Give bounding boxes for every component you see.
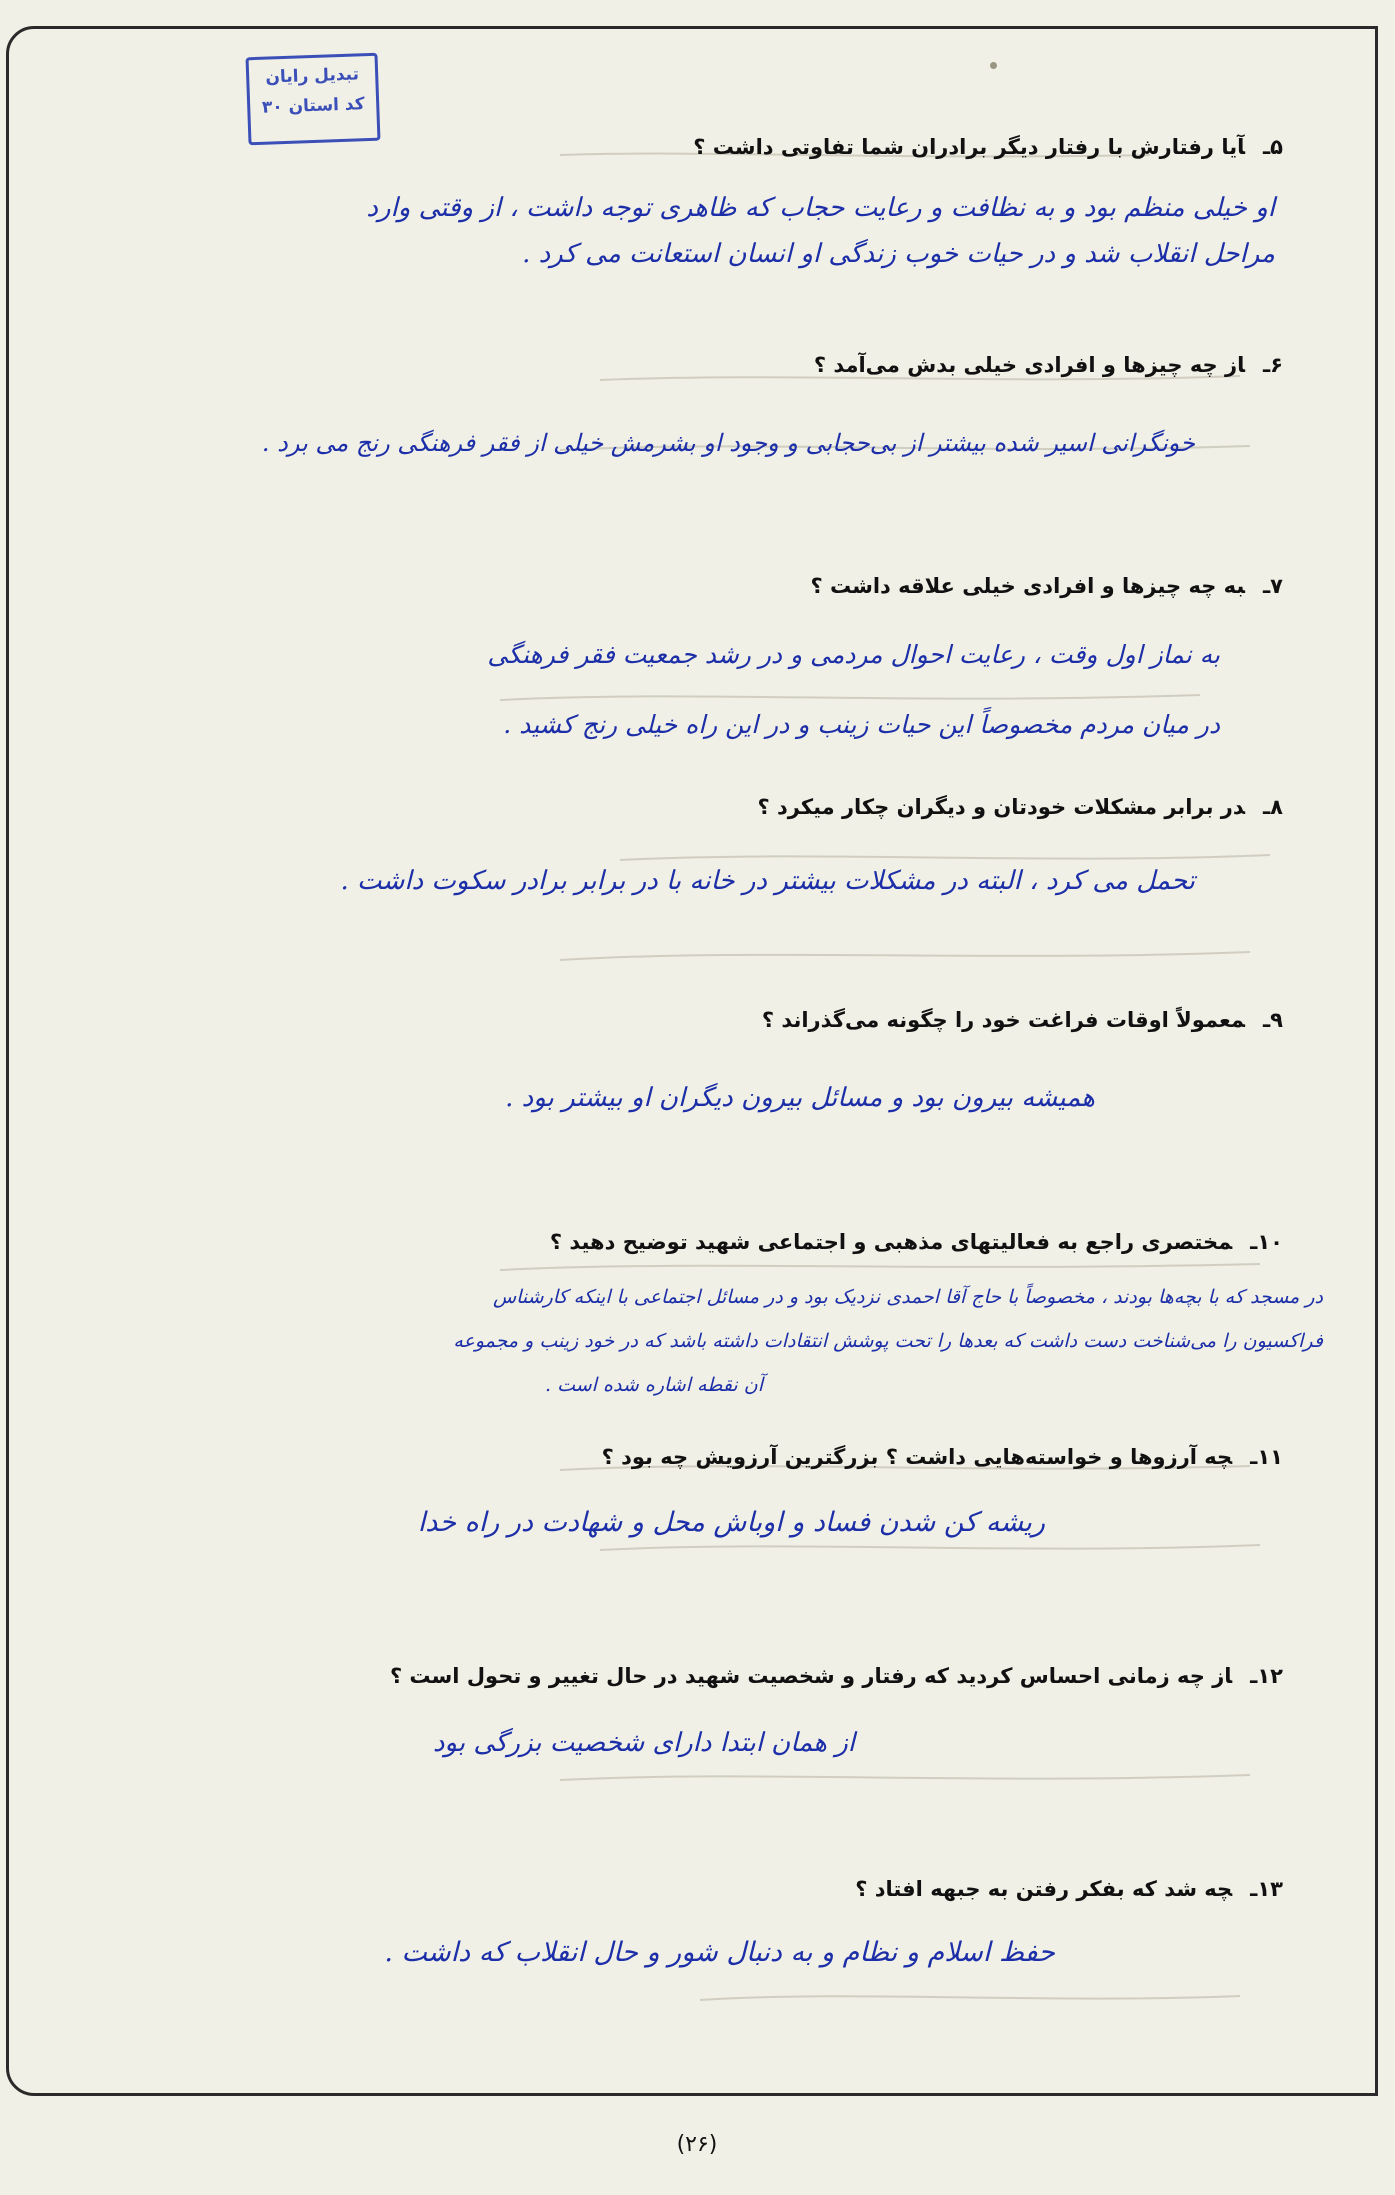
answer-13 xyxy=(384,1930,1055,1976)
answer-line: به نماز اول وقت ، رعایت احوال مردمی و در رشد جمعیت فقر فرهنگی xyxy=(487,640,1220,669)
question-number: ۱۳ـ xyxy=(1250,1877,1283,1901)
question-text: چه آرزوها و خواسته‌هایی داشت ؟ بزرگترین آرزویش چه بود ؟ xyxy=(601,1445,1233,1469)
question-text: آیا رفتارش با رفتار دیگر برادران شما تفاوتی داشت ؟ xyxy=(693,135,1245,159)
page-border xyxy=(6,26,1378,2096)
question-number: ۱۰ـ xyxy=(1250,1230,1283,1254)
question-13 xyxy=(855,1877,1283,1901)
answer-line: خونگرانی اسیر شده بیشتر از بی‌حجابی و وجود او بشرمش خیلی از فقر فرهنگی رنج می برد . xyxy=(261,429,1195,457)
question-text: مختصری راجع به فعالیتهای مذهبی و اجتماعی شهید توضیح دهید ؟ xyxy=(549,1230,1233,1254)
question-9 xyxy=(762,1008,1283,1032)
answer-line: تحمل می کرد ، البته در مشکلات بیشتر در خانه با در برابر برادر سکوت داشت . xyxy=(340,866,1195,896)
question-text: از چه زمانی احساس کردید که رفتار و شخصیت شهید در حال تغییر و تحول است ؟ xyxy=(389,1664,1233,1688)
answer-line: همیشه بیرون بود و مسائل بیرون دیگران او بیشتر بود . xyxy=(505,1083,1095,1113)
answer-line: مراحل انقلاب شد و در حیات خوب زندگی او انسان استعانت می کرد . xyxy=(522,239,1275,269)
question-6 xyxy=(814,353,1283,377)
answer-5 xyxy=(366,185,1275,277)
answer-7 xyxy=(487,620,1220,760)
question-number: ۶ـ xyxy=(1262,353,1283,377)
page-number: (۲۶) xyxy=(676,2132,718,2157)
answer-11 xyxy=(418,1500,1045,1546)
answer-line: او خیلی منظم بود و به نظافت و رعایت حجاب که ظاهری توجه داشت ، از وقتی وارد xyxy=(366,193,1275,223)
paper-speck xyxy=(990,62,997,69)
question-5 xyxy=(693,135,1283,159)
question-7 xyxy=(810,574,1283,598)
stamp-line-2: کد استان ۳۰ xyxy=(261,94,365,118)
question-11 xyxy=(602,1445,1283,1469)
question-number: ۱۲ـ xyxy=(1250,1664,1283,1688)
question-number: ۸ـ xyxy=(1262,795,1283,819)
question-text: به چه چیزها و افرادی خیلی علاقه داشت ؟ xyxy=(810,574,1245,598)
answer-line: در مسجد که با بچه‌ها بودند ، مخصوصاً با حاج آقا احمدی نزدیک بود و در مسائل اجتماعی با اینکه کارشناس xyxy=(492,1286,1323,1308)
question-text: در برابر مشکلات خودتان و دیگران چکار میکرد ؟ xyxy=(757,795,1245,819)
stamp-line-1: تبدیل رایان xyxy=(265,64,360,88)
answer-6 xyxy=(262,420,1195,466)
question-8 xyxy=(758,795,1283,819)
answer-line: فراکسیون را می‌شناخت دست داشت که بعدها را تحت پوشش انتقادات داشته باشد که در خود زینب و مجموعه xyxy=(453,1330,1323,1352)
province-code-stamp xyxy=(246,53,381,146)
question-number: ۱۱ـ xyxy=(1250,1445,1283,1469)
answer-line: آن نقطه اشاره شده است . xyxy=(545,1374,763,1396)
question-text: از چه چیزها و افرادی خیلی بدش می‌آمد ؟ xyxy=(813,353,1245,377)
question-text: چه شد که بفکر رفتن به جبهه افتاد ؟ xyxy=(855,1877,1233,1901)
question-text: معمولاً اوقات فراغت خود را چگونه می‌گذراند ؟ xyxy=(761,1008,1245,1032)
question-12 xyxy=(390,1664,1283,1688)
answer-9 xyxy=(505,1075,1095,1121)
question-number: ۵ـ xyxy=(1262,135,1283,159)
answer-12 xyxy=(433,1720,855,1766)
answer-8 xyxy=(341,858,1195,904)
answer-line: حفظ اسلام و نظام و به دنبال شور و حال انقلاب که داشت . xyxy=(384,1937,1055,1968)
answer-10 xyxy=(453,1275,1323,1407)
question-number: ۷ـ xyxy=(1262,574,1283,598)
answer-line: از همان ابتدا دارای شخصیت بزرگی بود xyxy=(432,1728,855,1758)
answer-line: در میان مردم مخصوصاً این حیات زینب و در این راه خیلی رنج کشید . xyxy=(503,710,1220,739)
answer-line: ریشه کن شدن فساد و اوباش محل و شهادت در راه خدا xyxy=(417,1507,1045,1538)
question-10 xyxy=(550,1230,1283,1254)
question-number: ۹ـ xyxy=(1262,1008,1283,1032)
